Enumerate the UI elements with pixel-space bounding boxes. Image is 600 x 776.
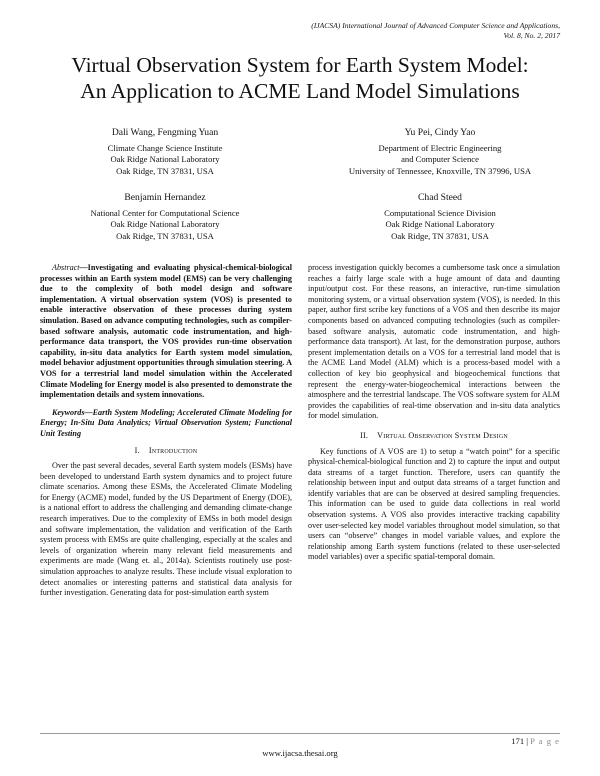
- section-heading-design: [308, 431, 560, 442]
- author-block-2: [305, 127, 575, 177]
- abstract: [40, 263, 292, 401]
- author-affiliation: Oak Ridge National Laboratory: [110, 219, 220, 230]
- right-column: [308, 263, 560, 563]
- author-affiliation: Oak Ridge, TN 37831, USA: [391, 230, 489, 241]
- abstract-text: Investigating and evaluating physical-chemical-biological processes within an Earth system model (EMS) can be very challenging due to the complexity of both model design and software implementation. A virtual observation system (VOS) is presented to enable interactive observation of these processes during system simulation. Based on advance computing technologies, such as compiler-based software analysis, automatic code instrumentation, and high-performance data transport, the VOS provides run-time observation capability, in-situ data analytics for Earth system model simulation, model behavior adjustment opportunities through simulation steering. A VOS for a terrestrial land model simulation within the Accelerated Climate Modeling for Energy model is also presented to demonstrate the implementation details and system innovations.: [40, 263, 292, 400]
- section-title: Virtual Observation System Design: [377, 430, 508, 440]
- introduction-paragraph: Over the past several decades, several Earth system models (ESMs) have been developed to understand Earth system dynamics and to project future climate scenarios. Among these ESMs, the Accelerated Climate Modeling for Energy (ACME) model, funded by the US Department of Energy (DOE), is a national effort to address the challenging and demanding climate-change research imperatives. Due to the complexity of EMSs in both model design and software implementation, the validation and verification of the Earth system process with EMSs are quite challenging, especially at the scales and levels of organization wherein many relevant field measurements and experiments are made (Wang et. al., 2014a). Scientists routinely use post-simulation approaches to analyze results. These include visual exploration to detect anomalies or interesting patterns and statistical data analysis for further investigation. Generating data for post-simulation earth system: [40, 461, 292, 598]
- paper-title: [30, 52, 570, 104]
- author-affiliation: Oak Ridge, TN 37831, USA: [116, 165, 214, 176]
- author-block-1: [40, 127, 290, 177]
- section-heading-introduction: [40, 446, 292, 457]
- author-name: Chad Steed: [418, 192, 462, 203]
- author-name: Yu Pei, Cindy Yao: [404, 127, 476, 138]
- page-label: P a g e: [530, 736, 560, 746]
- page-separator: |: [524, 736, 531, 746]
- section-title: Introduction: [148, 445, 198, 455]
- author-block-3: [40, 192, 290, 242]
- keywords: [40, 408, 292, 440]
- author-block-4: [305, 192, 575, 242]
- author-affiliation: Climate Change Science Institute: [107, 142, 223, 153]
- journal-volume: Vol. 8, No. 2, 2017: [503, 31, 560, 40]
- keywords-text: Earth System Modeling; Accelerated Climate Modeling for Energy; In-Situ Data Analytics; Virtual Observation System; Functional Unit Testing: [40, 407, 292, 438]
- author-affiliation: Oak Ridge National Laboratory: [385, 219, 495, 230]
- left-column: [40, 263, 292, 599]
- page-number-block: [511, 736, 560, 746]
- author-affiliation: Computational Science Division: [384, 207, 496, 218]
- author-affiliation: National Center for Computational Science: [90, 207, 240, 218]
- keywords-label: Keywords—: [52, 407, 93, 417]
- section-number: I.: [134, 445, 140, 455]
- footer-divider: [40, 733, 560, 734]
- abstract-dash: —: [79, 263, 88, 272]
- page-number: 171: [511, 736, 525, 746]
- author-name: Benjamin Hernandez: [124, 192, 206, 203]
- author-affiliation: Oak Ridge, TN 37831, USA: [116, 230, 214, 241]
- journal-name: (IJACSA) International Journal of Advanced Computer Science and Applications,: [311, 21, 560, 30]
- author-affiliation: Department of Electric Engineering: [378, 142, 502, 153]
- journal-url: www.ijacsa.thesai.org: [262, 748, 338, 758]
- introduction-paragraph-continued: process investigation quickly becomes a cumbersome task once a simulation reaches a fairly large scale with a huge amount of data and daunting input/output cost. For these reasons, an interactive, run-time simulation monitoring system, or a virtual observation system (VOS), is needed. In this paper, author first scribe key functions of a VOS and then describe its major components based on advanced computing technologies (such as compiler-based software analysis, automatic code instrumentation, and high-performance data transport). At last, for the demonstration purpose, authors present implementation details on a VOS for a terrestrial land model that is the ACME Land Model (ALM) which is a process-based model with a collection of key bio geophysical and biogeochemical functions that represent the energy-water-biogeochemical interactions between the atmosphere and the terrestrial landscape. The VOS software system for ALM provides the capabilities of real-time observation and in-situ data analytics for model simulation.: [308, 263, 560, 421]
- author-name: Dali Wang, Fengming Yuan: [111, 127, 219, 138]
- author-affiliation: Oak Ridge National Laboratory: [110, 154, 220, 165]
- journal-header: [230, 21, 560, 41]
- author-affiliation: and Computer Science: [401, 154, 479, 165]
- title-line-2: An Application to ACME Land Model Simulations: [80, 79, 520, 103]
- design-paragraph: Key functions of A VOS are 1) to setup a “watch point” for a specific physical-chemical-biological function and 2) to capture the input and output data streams of a target function. Therefore, users can quantify the relationship between input and output data streams of a target function and identify variables that are can be observed at desired sampling frequencies. This information can be used to guide data collections in real world observation systems. A VOS also provides interactive tracking capability over user-selected key model variables throughout model simulation, so that users can “observe” changes in model variable values, and explore the relationship among Earth system functions (related to these user-selected model variables) over a specific spatial-temporal domain.: [308, 446, 560, 562]
- abstract-label: Abstract: [52, 263, 80, 272]
- title-line-1: Virtual Observation System for Earth System Model:: [71, 53, 529, 77]
- section-number: II.: [360, 430, 369, 440]
- author-affiliation: University of Tennessee, Knoxville, TN 37996, USA: [348, 165, 532, 176]
